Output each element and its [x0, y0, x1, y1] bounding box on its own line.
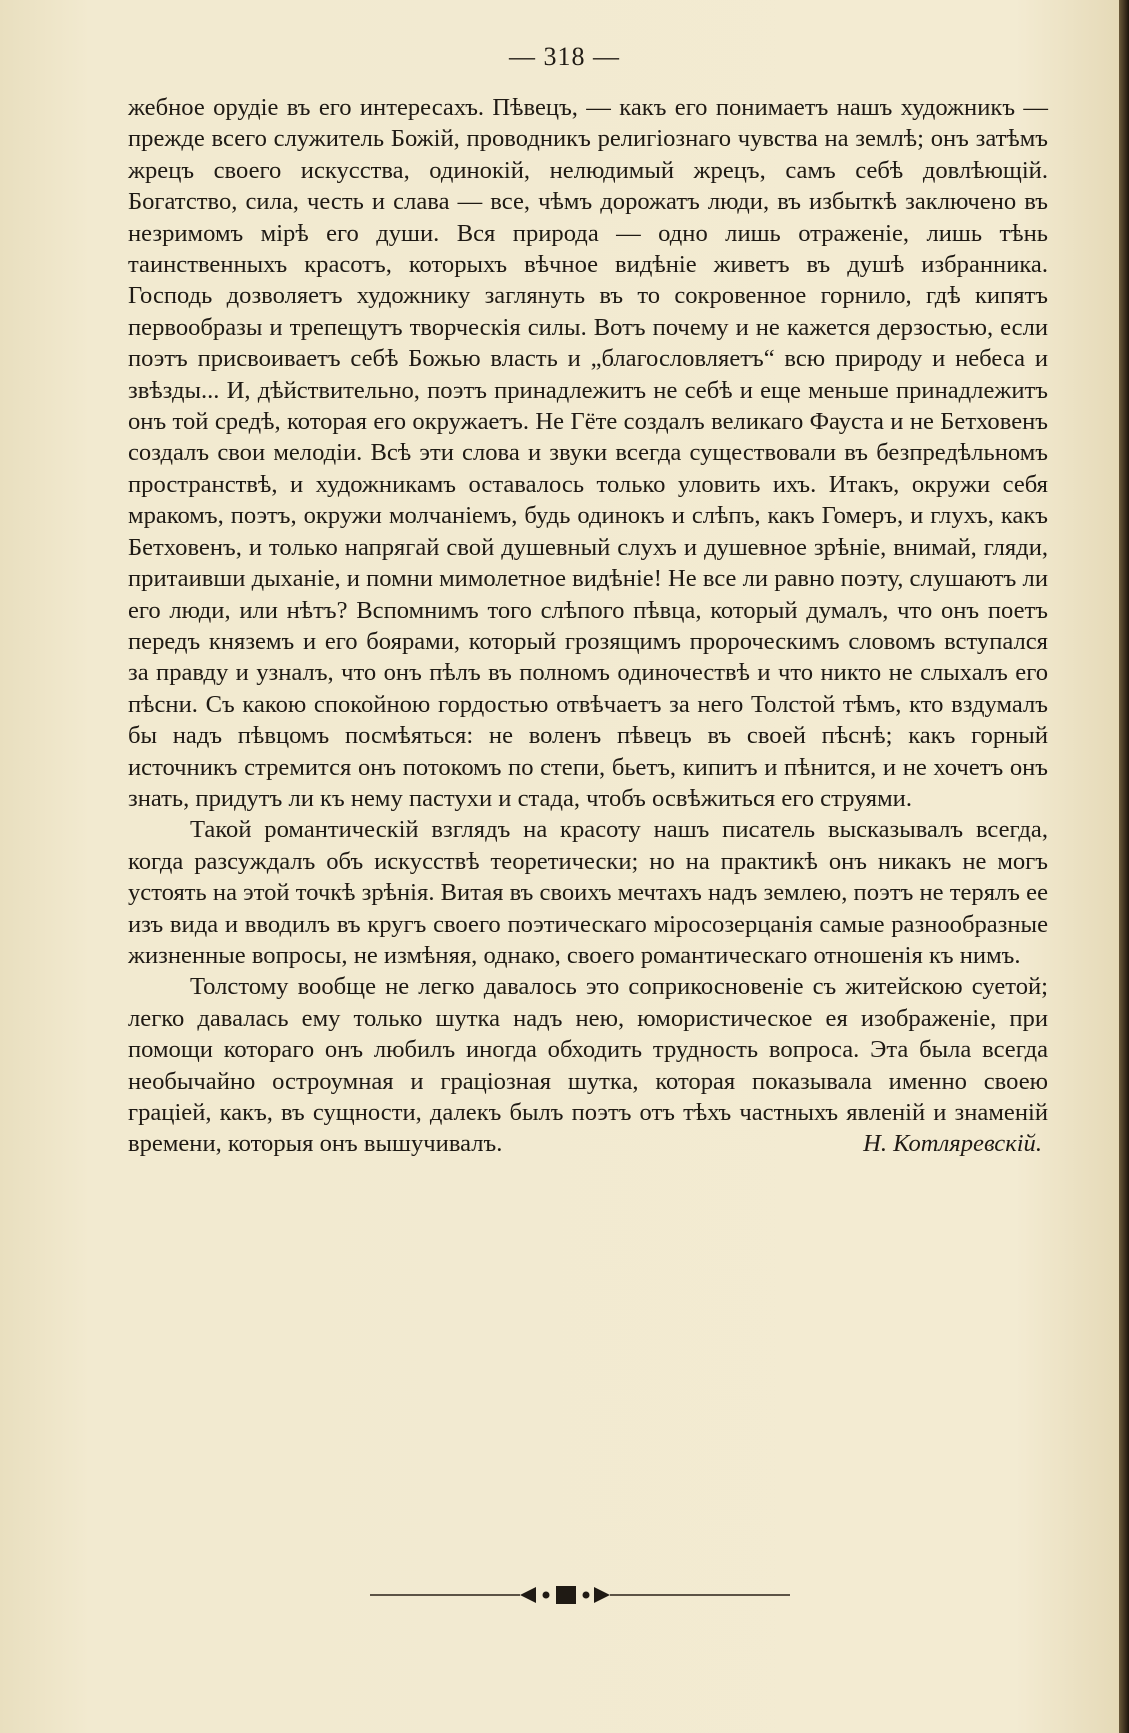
paragraph-3-text: Толстому вообще не легко давалось это соприкосновеніе съ житейскою суетой; легко давалась ему только шутка надъ нею, юмористическое ея изображеніе, при помощи котораго онъ любилъ иногда обходить трудность вопроса. Эта была всегда необычайно остроумная и граціозная шутка, которая показывала именно своею граціей, какъ, въ сущности, далекъ былъ поэтъ отъ тѣхъ частныхъ явленій и знаменій времени, которыя онъ вышучивалъ.: [128, 973, 1048, 1158]
page-number: — 318 —: [509, 42, 620, 71]
author-signature: Н. Котляревскій.: [863, 1130, 1042, 1158]
article-body: [128, 92, 1048, 1160]
paragraph-1: жебное орудіе въ его интересахъ. Пѣвецъ, — какъ его понимаетъ нашъ художникъ — прежде всего служитель Божій, проводникъ религіознаго чувства на землѣ; онъ затѣмъ жрецъ своего искусства, одинокій, нелюдимый жрецъ, самъ себѣ довлѣющій. Богатство, сила, честь и слава — все, чѣмъ дорожатъ люди, въ избыткѣ заключено въ незримомъ мірѣ его души. Вся природа — одно лишь отраженіе, лишь тѣнь таинственныхъ красотъ, которыхъ вѣчное видѣніе живетъ въ душѣ избранника. Господь дозволяетъ художнику заглянуть въ то сокровенное горнило, гдѣ кипятъ первообразы и трепещутъ творческія силы. Вотъ почему и не кажется дерзостью, если поэтъ присвоиваетъ себѣ Божью власть и „благословляетъ“ всю природу и небеса и звѣзды... И, дѣйствительно, поэтъ принадлежитъ не себѣ и еще меньше принадлежитъ онъ той средѣ, которая его окружаетъ. Не Гёте создалъ великаго Фауста и не Бетховенъ создалъ свои мелодіи. Всѣ эти слова и звуки всегда существовали въ безпредѣльномъ пространствѣ, и художникамъ оставалось только уловить ихъ. Итакъ, окружи себя мракомъ, поэтъ, окружи молчаніемъ, будь одинокъ и слѣпъ, какъ Гомеръ, и глухъ, какъ Бетховенъ, и только напрягай свой душевный слухъ и душевное зрѣніе, внимай, гляди, притаивши дыханіе, и помни мимолетное видѣніе! Не все ли равно поэту, слушаютъ ли его люди, или нѣтъ? Вспомнимъ того слѣпого пѣвца, который думалъ, что онъ поетъ передъ княземъ и его боярами, который грозящимъ пророческимъ словомъ вступался за правду и узналъ, что онъ пѣлъ въ полномъ одиночествѣ и что никто не слыхалъ его пѣсни. Съ какою спокойною гордостью отвѣчаетъ за него Толстой тѣмъ, кто вздумалъ бы надъ пѣвцомъ посмѣяться: не воленъ пѣвецъ въ своей пѣснѣ; какъ горный источникъ стремится онъ потокомъ по степи, бьетъ, кипитъ и пѣнится, и не хочетъ онъ знать, придутъ ли къ нему пастухи и стада, чтобъ освѣжиться его струями.: [128, 94, 1048, 812]
paragraph-2: Такой романтическій взглядъ на красоту нашъ писатель высказывалъ всегда, когда разсуждалъ объ искусствѣ теоретически; но на практикѣ онъ никакъ не могъ устоять на этой точкѣ зрѣнія. Витая въ своихъ мечтахъ надъ землею, поэтъ не терялъ ее изъ вида и вводилъ въ кругъ своего поэтическаго міросозерцанія самые разнообразные жизненные вопросы, не измѣняя, однако, своего романтическаго отношенія къ нимъ.: [128, 816, 1048, 969]
fleuron-divider-icon: [370, 1582, 790, 1608]
paragraph-3: [128, 971, 1048, 1159]
book-spine-edge: [1119, 0, 1129, 1733]
